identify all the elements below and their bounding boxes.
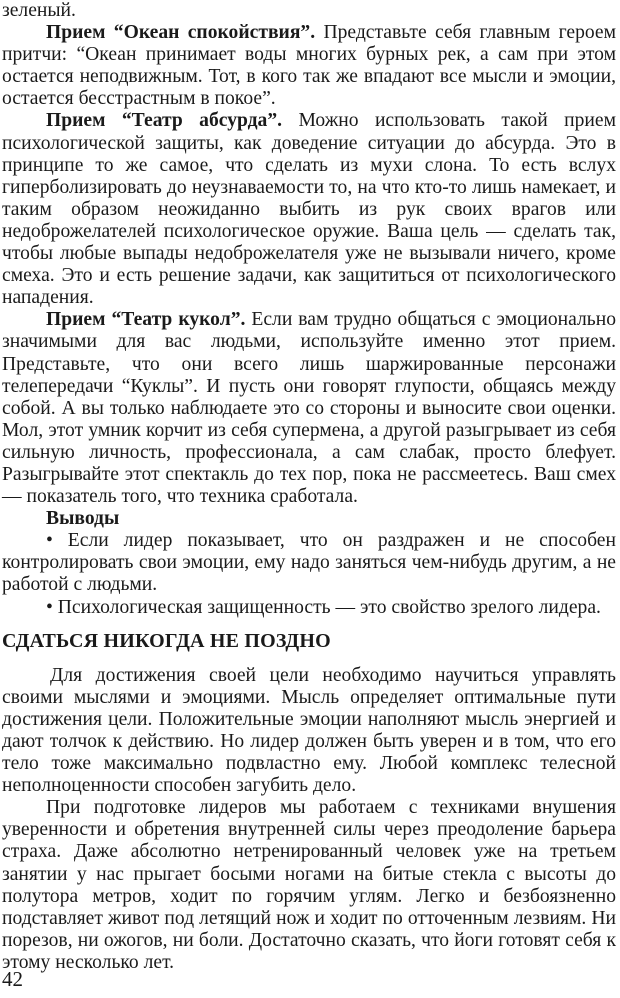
technique-puppets-text: Если вам трудно общаться с эмоционально значимыми для вас людьми, используйте именно этот прием. Представьте, что они всего лишь шаржированные персонажи телепередачи “Куклы”. И пусть они говорят глупости, общаясь между собой. А вы только наблюдаете это со стороны и выносите свои оценки. Мол, этот умник корчит из себя супермена, а другой разыгрывает из себя сильную личность, профессионала, а сам слабак, просто блефует. Разыгрывайте этот спектакль до тех пор, пока не рассмеетесь. Ваш смех — показатель того, что техника сработала. [2, 309, 617, 508]
conclusion-item: • Если лидер показывает, что он раздражен и не способен контролировать свои эмоции, ему надо заняться чем-нибудь другим, а не работой с людьми. [2, 530, 616, 596]
technique-puppets-title: Прием “Театр кукол”. [46, 309, 246, 331]
section-title: СДАТЬСЯ НИКОГДА НЕ ПОЗДНО [2, 629, 331, 652]
technique-ocean-text: Представьте себя главным героем притчи: “Океан принимает воды многих бурных рек, а сам при этом остается неподвижным. Тот, в кого так же впадают все мысли и эмоции, остается бесстрастным в покое”. [2, 22, 616, 110]
page-text [2, 0, 616, 974]
section-paragraph: Для достижения своей цели необходимо научиться управлять своими мыслями и эмоциями. Мысль определяет оптимальные пути достижения цели. Положительные эмоции наполняют мысль энергией и дают толчок к действию. Но лидер должен быть уверен и в том, что его тело тоже максимально подвластно ему. Любой комплекс телесной неполноценности способен загубить дело. [2, 664, 616, 797]
technique-absurd-text: Можно использовать такой прием психологической защиты, как доведение ситуации до абсурда. Это в принципе то же самое, что сделать из мухи слона. То есть вслух гиперболизировать до неузнаваемости то, на что кто-то лишь намекает, и таким образом неожиданно выбить из рук своих врагов или недоброжелателей психологическое оружие. Ваша цель — сделать так, чтобы любые выпады недоброжелателя уже не вызывали ничего, кроме смеха. Это и есть решение задачи, как защититься от психологического нападения. [2, 110, 616, 309]
conclusion-item: • Психологическая защищенность — это свойство зрелого лидера. [46, 596, 601, 618]
section-paragraph: При подготовке лидеров мы работаем с техниками внушения уверенности и обретения внутренней силы через преодоление барьера страха. Даже абсолютно нетренированный человек уже на третьем занятии у нас прыгает босыми ногами на битые стекла с высоты до полутора метров, ходит по горячим углям. Легко и безбоязненно подставляет живот под летящий нож и ходит по отточенным лезвиям. Ни порезов, ни ожогов, ни боли. Достаточно сказать, что йоги готовят себя к этому несколько лет. [2, 797, 616, 973]
page-number: 42 [2, 967, 23, 991]
fragment-top: зеленый. [2, 0, 76, 21]
paragraph-puppets [2, 309, 616, 508]
conclusions-heading: Выводы [46, 508, 120, 530]
paragraph-ocean [2, 22, 616, 110]
paragraph-absurd [2, 110, 616, 309]
technique-absurd-title: Прием “Театр абсурда”. [46, 110, 283, 132]
technique-ocean-title: Прием “Океан спокойствия”. [46, 22, 316, 44]
